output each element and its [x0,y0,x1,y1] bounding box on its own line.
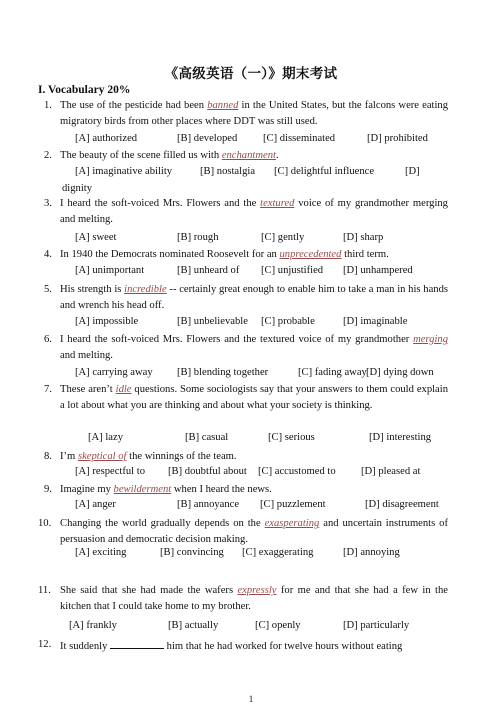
option-a[interactable]: [A] exciting [75,547,127,558]
question-stem: 10. Changing the world gradually depends on the exasperating and uncertain instruments of persuasion and democratic decision making. [38,518,448,545]
option-a[interactable]: [A] carrying away [75,367,153,378]
section-heading: I. Vocabulary 20% [38,84,131,96]
answer-blank[interactable] [110,637,164,649]
option-d[interactable]: [D] disagreement [365,499,439,510]
option-b[interactable]: [B] casual [185,432,229,443]
question-number: 1. [44,100,52,111]
option-b[interactable]: [B] unbelievable [177,316,248,327]
option-b[interactable]: [B] unheard of [177,265,240,276]
question-stem: 5. His strength is incredible -- certainly great enough to enable him to take a man in his hands and wrench his head off. [44,284,448,311]
target-word: incredible [124,284,167,295]
option-b[interactable]: [B] rough [177,232,219,243]
question-number: 12. [38,639,52,650]
option-d[interactable]: [D] unhampered [343,265,413,276]
question-stem: 7. These aren’t idle questions. Some sociologists say that your answers to them could explain a lot about what you are thinking and about what your society is thinking. [44,384,448,411]
option-b[interactable]: [B] nostalgia [200,166,256,177]
option-c[interactable]: [C] disseminated [263,133,336,144]
option-c[interactable]: [C] openly [255,620,301,631]
option-a[interactable]: [A] unimportant [75,265,145,276]
question-number: 7. [44,384,52,395]
question-stem: 8. I’m skeptical of the winnings of the team. [60,449,448,465]
option-b[interactable]: [B] convincing [160,547,224,558]
question-stem: 1. The use of the pesticide had been banned in the United States, but the falcons were eating migratory birds from other places where DDT was still used. [44,100,449,127]
question-number: 8. [44,451,52,462]
option-d[interactable]: [D] dying down [366,367,434,378]
target-word: merging [413,334,448,345]
target-word: skeptical of [77,451,127,462]
option-c[interactable]: [C] puzzlement [260,499,326,510]
option-a[interactable]: [A] lazy [88,432,123,443]
option-d-continued: dignity [62,183,93,194]
target-word: exasperating [264,518,320,529]
question-stem: 12. It suddenly him that he had worked for twelve hours without eating [38,639,403,652]
option-a[interactable]: [A] respectful to [75,466,146,477]
question-number: 4. [44,249,52,260]
option-d[interactable]: [D] sharp [343,232,384,243]
question-number: 11. [38,585,51,596]
question-stem: 4. In 1940 the Democrats nominated Roosevelt for an unprecedented third term. [60,247,448,263]
option-a[interactable]: [A] impossible [75,316,139,327]
question-stem: 2. The beauty of the scene filled us with enchantment. [60,148,448,164]
target-word: enchantment [221,150,276,161]
option-c[interactable]: [C] gently [261,232,305,243]
question-stem: 11. She said that she had made the wafers expressly for me and that she had a few in the kitchen that I could take home to my brother. [38,585,448,612]
option-c[interactable]: [C] probable [261,316,315,327]
option-d[interactable]: [D] interesting [369,432,432,443]
question-number: 9. [44,484,52,495]
option-b[interactable]: [B] actually [168,620,219,631]
question-stem: 9. Imagine my bewilderment when I heard the news. [60,482,448,498]
option-a[interactable]: [A] sweet [75,232,117,243]
question-number: 10. [38,518,52,529]
target-word: bewilderment [113,484,172,495]
target-word: textured [260,198,295,209]
option-d[interactable]: [D] prohibited [367,133,428,144]
question-number: 3. [44,198,52,209]
question-number: 6. [44,334,52,345]
question-stem: 6. I heard the soft-voiced Mrs. Flowers and the textured voice of my grandmother merging and melting. [44,334,448,361]
page-number: 1 [248,694,254,704]
option-d[interactable]: [D] imaginable [343,316,408,327]
target-word: expressly [237,585,277,596]
option-c[interactable]: [C] accustomed to [258,466,336,477]
option-d[interactable]: [D] particularly [343,620,410,631]
option-a[interactable]: [A] imaginative ability [75,166,173,177]
option-b[interactable]: [B] doubtful about [168,466,247,477]
target-word: unprecedented [279,249,342,260]
question-number: 2. [44,150,52,161]
option-d[interactable]: [D] annoying [343,547,400,558]
option-a[interactable]: [A] frankly [69,620,117,631]
option-b[interactable]: [B] developed [177,133,238,144]
option-c[interactable]: [C] delightful influence [274,166,375,177]
option-c[interactable]: [C] exaggerating [242,547,314,558]
option-a[interactable]: [A] authorized [75,133,138,144]
option-c[interactable]: [C] fading away [298,367,367,378]
option-c[interactable]: [C] unjustified [261,265,324,276]
option-b[interactable]: [B] blending together [177,367,269,378]
option-d[interactable]: [D] [405,166,420,177]
option-b[interactable]: [B] annoyance [177,499,240,510]
target-word: idle [115,384,132,395]
target-word: banned [207,100,239,111]
question-number: 5. [44,284,52,295]
page-title: 《高级英语（一）》期末考试 [164,66,338,82]
option-c[interactable]: [C] serious [268,432,315,443]
option-a[interactable]: [A] anger [75,499,116,510]
question-stem: 3. I heard the soft-voiced Mrs. Flowers and the textured voice of my grandmother merging and melting. [44,198,448,225]
option-d[interactable]: [D] pleased at [361,466,421,477]
